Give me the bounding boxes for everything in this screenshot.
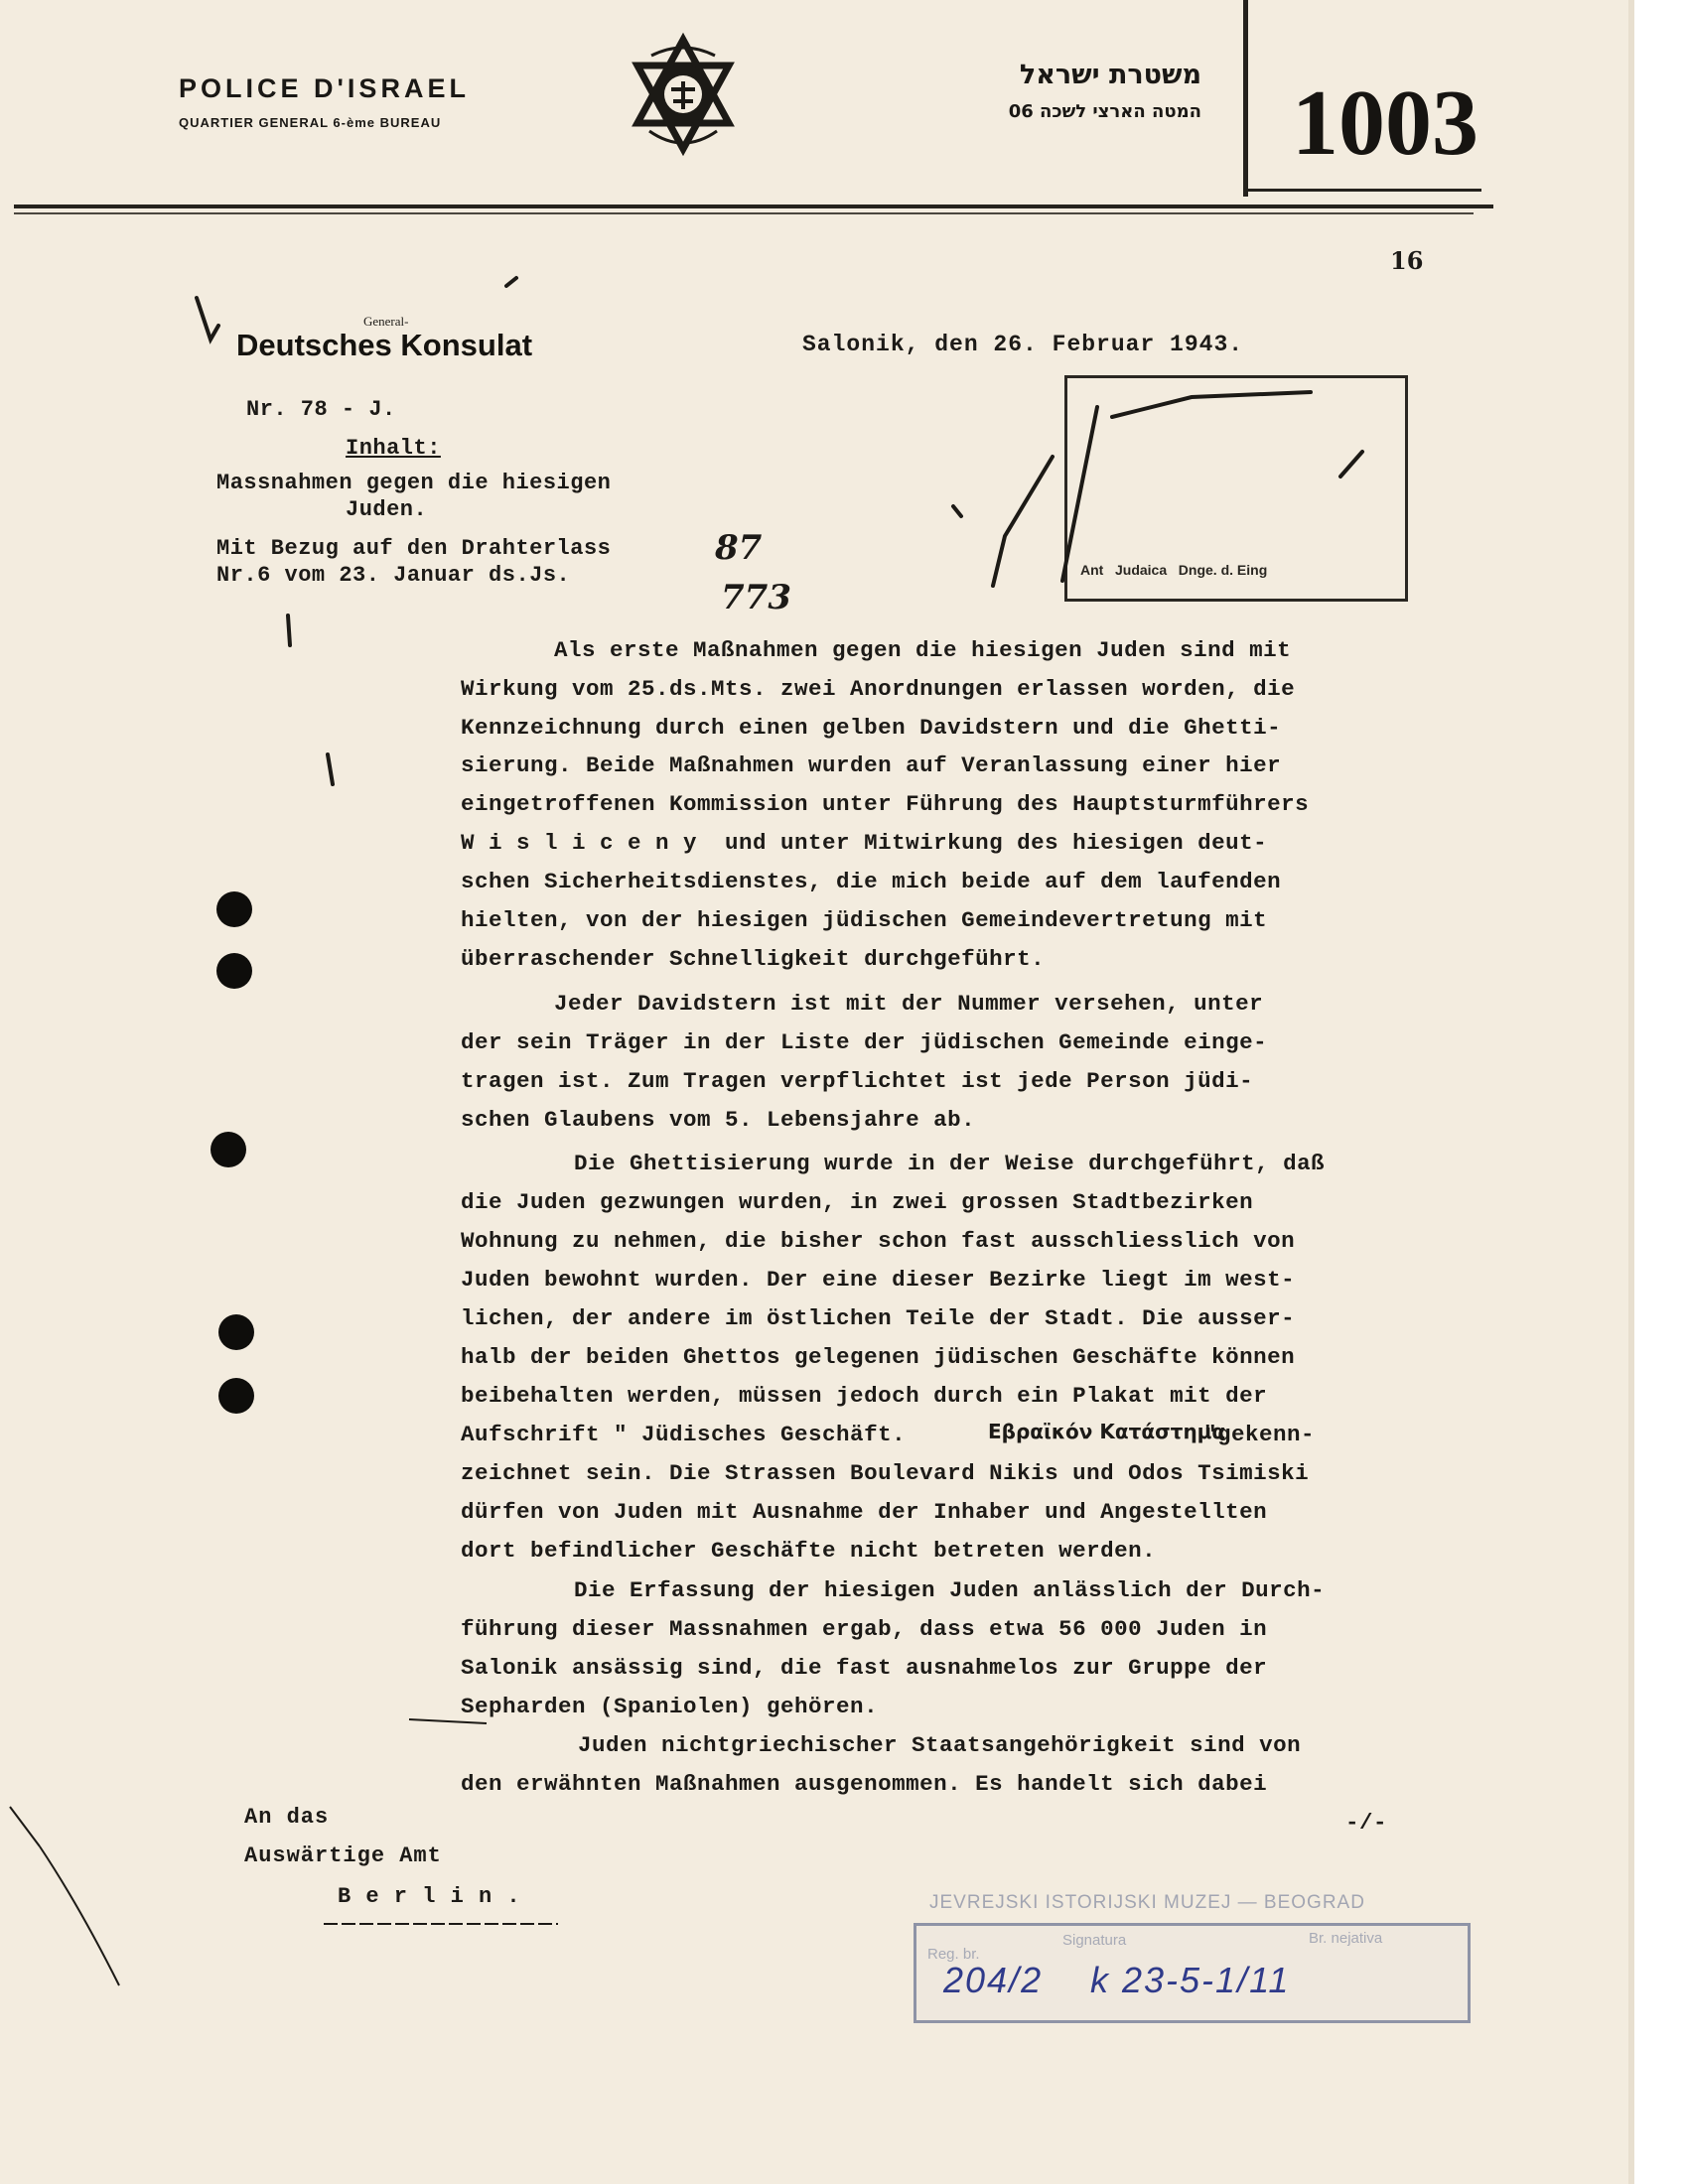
body-line: schen Glaubens vom 5. Lebensjahre ab. — [461, 1107, 976, 1133]
body-line: hielten, von der hiesigen jüdischen Gemeindevertretung mit — [461, 907, 1268, 933]
body-line: halb der beiden Ghettos gelegenen jüdischen Geschäfte können — [461, 1344, 1296, 1370]
greek-phrase: Εβραϊκόν Κατάστημα — [988, 1420, 1226, 1443]
letterhead-hebrew-title: משטרת ישראל — [1019, 60, 1201, 90]
body-line-suffix: "gekenn- — [1203, 1422, 1316, 1447]
body-line: dürfen von Juden mit Ausnahme der Inhaber und Angestellten — [461, 1499, 1268, 1525]
museum-reg-label: Reg. br. — [927, 1946, 980, 1963]
document-number: 1003 — [1292, 71, 1478, 175]
letterhead-title: POLICE D'ISRAEL — [179, 73, 470, 103]
body-line: Wohnung zu nehmen, die bisher schon fast ausschliesslich von — [461, 1228, 1296, 1254]
letterhead-subtitle: QUARTIER GENERAL 6-ème BUREAU — [179, 115, 442, 130]
body-line: beibehalten werden, müssen jedoch durch ein Plakat mit der — [461, 1383, 1268, 1409]
number-box-line — [1243, 189, 1481, 192]
body-line: Als erste Maßnahmen gegen die hiesigen Juden sind mit — [554, 637, 1292, 663]
museum-reg-value: 204/2 — [943, 1960, 1044, 2000]
police-emblem-icon — [624, 32, 743, 161]
letterhead-hebrew-subtitle: המטה הארצי לשכה 06 — [1008, 101, 1201, 122]
body-line: tragen ist. Zum Tragen verpflichtet ist jede Person jüdi- — [461, 1068, 1254, 1094]
body-line: Wirkung vom 25.ds.Mts. zwei Anordnungen erlassen worden, die — [461, 676, 1296, 702]
punch-hole — [218, 1314, 254, 1350]
body-line: der sein Träger in der Liste der jüdischen Gemeinde einge- — [461, 1029, 1268, 1055]
addressee-line-1: An das — [244, 1805, 330, 1830]
reference-line-2: Nr.6 vom 23. Januar ds.Js. — [216, 563, 571, 588]
sender-general-prefix: General- — [363, 314, 409, 329]
body-line: Juden bewohnt wurden. Der eine dieser Bezirke liegt im west- — [461, 1267, 1296, 1293]
body-line: Jeder Davidstern ist mit der Nummer versehen, unter — [554, 991, 1264, 1017]
reference-line-1: Mit Bezug auf den Drahterlass — [216, 536, 612, 561]
margin-note-2: 773 — [721, 578, 791, 617]
subject-line-1: Massnahmen gegen die hiesigen — [216, 471, 612, 495]
body-line: die Juden gezwungen wurden, in zwei grossen Stadtbezirken — [461, 1189, 1254, 1215]
body-line: führung dieser Massnahmen ergab, dass etwa 56 000 Juden in — [461, 1616, 1268, 1642]
punch-hole — [211, 1132, 246, 1167]
punch-hole — [218, 1378, 254, 1414]
body-line: Die Erfassung der hiesigen Juden anlässlich der Durch- — [574, 1577, 1326, 1603]
body-line: lichen, der andere im östlichen Teile der Stadt. Die ausser- — [461, 1305, 1296, 1331]
reference-number: Nr. 78 - J. — [246, 397, 396, 422]
body-line: Kennzeichnung durch einen gelben Davidstern und die Ghetti- — [461, 715, 1282, 741]
body-line: Salonik ansässig sind, die fast ausnahmelos zur Gruppe der — [461, 1655, 1268, 1681]
punch-hole — [216, 891, 252, 927]
body-line: zeichnet sein. Die Strassen Boulevard Nikis und Odos Tsimiski — [461, 1460, 1310, 1486]
sender-name: Deutsches Konsulat — [236, 328, 533, 362]
punch-hole — [216, 953, 252, 989]
body-line: Die Ghettisierung wurde in der Weise durchgeführt, daß — [574, 1151, 1326, 1176]
inhalt-label: Inhalt: — [346, 436, 441, 461]
page-edge — [1628, 0, 1634, 2184]
addressee-line-3: B e r l i n . — [338, 1884, 521, 1909]
header-rule-thin — [14, 212, 1474, 214]
header-divider-vertical — [1243, 0, 1248, 197]
subject-line-2: Juden. — [346, 497, 428, 522]
corner-note: 16 — [1390, 246, 1424, 275]
body-line: Juden nichtgriechischer Staatsangehörigkeit sind von — [578, 1732, 1302, 1758]
museum-signature-label: Signatura — [1062, 1932, 1127, 1949]
museum-count-label: Br. nejativa — [1309, 1930, 1383, 1947]
body-line: sierung. Beide Maßnahmen wurden auf Veranlassung einer hier — [461, 752, 1282, 778]
body-line: dort befindlicher Geschäfte nicht betreten werden. — [461, 1538, 1157, 1564]
header-rule — [14, 205, 1493, 208]
receipt-stamp-text: Ant Judaica Dnge. d. Eing — [1080, 562, 1268, 578]
addressee-line-2: Auswärtige Amt — [244, 1843, 442, 1868]
body-line: Sepharden (Spaniolen) gehören. — [461, 1694, 879, 1719]
margin-note-1: 87 — [715, 528, 763, 568]
body-line: Aufschrift " Jüdisches Geschäft. — [461, 1422, 907, 1447]
body-line: den erwähnten Maßnahmen ausgenommen. Es handelt sich dabei — [461, 1771, 1268, 1797]
continuation-mark: -/- — [1345, 1810, 1388, 1836]
body-line: eingetroffenen Kommission unter Führung des Hauptsturmführers — [461, 791, 1310, 817]
museum-signature-value: k 23-5-1/11 — [1090, 1960, 1291, 2000]
body-line: W i s l i c e n y und unter Mitwirkung des hiesigen deut- — [461, 830, 1268, 856]
museum-stamp-title: JEVREJSKI ISTORIJSKI MUZEJ — BEOGRAD — [929, 1892, 1365, 1913]
body-line: schen Sicherheitsdienstes, die mich beide auf dem laufenden — [461, 869, 1282, 894]
date-line: Salonik, den 26. Februar 1943. — [802, 332, 1244, 357]
body-line: überraschender Schnelligkeit durchgeführt. — [461, 946, 1046, 972]
